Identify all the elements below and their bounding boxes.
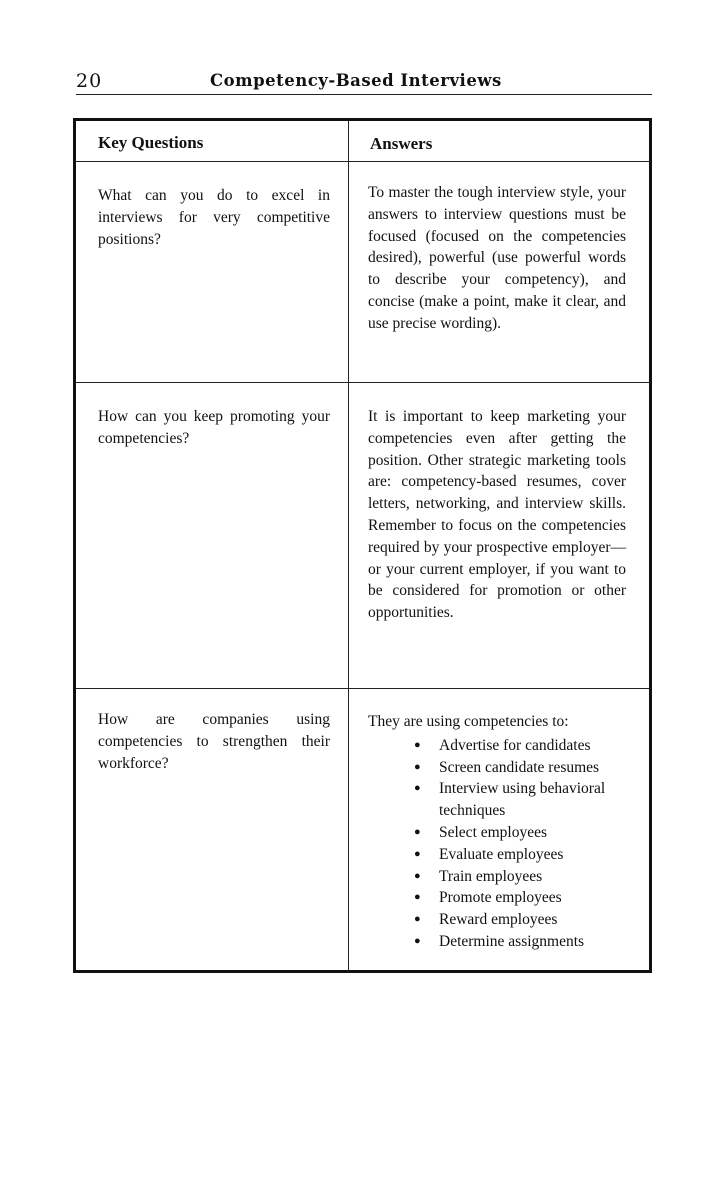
list-item: ● Determine assignments [414,931,626,953]
list-item: ● Screen candidate resumes [414,757,626,779]
list-item: ● Train employees [414,866,626,888]
question-cell: What can you do to excel in interviews for very competitive positions? [98,187,330,248]
row-divider [76,382,649,383]
bullet-list [368,735,626,953]
answer-cell [368,711,626,953]
running-title: Competency-Based Interviews [210,71,502,90]
page-number: 20 [76,70,103,92]
running-header [76,66,652,95]
header-row-divider [76,161,649,162]
list-item: ● Evaluate employees [414,844,626,866]
questions-column-header: Key Questions [98,133,204,152]
answer-intro: They are using competencies to: [368,713,569,730]
answers-column-header: Answers [370,134,433,153]
key-questions-table [73,118,652,973]
list-item: ● Select employees [414,822,626,844]
list-item: ● Advertise for candidates [414,735,626,757]
list-item: ● Interview using behavioral techniques [414,778,626,822]
list-item: ● Reward employees [414,909,626,931]
question-cell: How are companies using competencies to strengthen their workforce? [98,711,330,772]
question-cell: How can you keep promoting your competencies? [98,408,330,447]
answer-cell: To master the tough interview style, your answers to interview questions must be focused (focused on the competencies desired), powerful (use powerful words to describe your competency), and concise (make a point, make it clear, and use precise wording). [368,184,626,332]
answer-cell: It is important to keep marketing your competencies even after getting the position. Other strategic marketing tools are: competency-based resumes, cover letters, networking, and interview skills. Remember to focus on the competencies required by your prospective employer—or your current employer, if you want to be considered for promotion or other opportunities. [368,408,626,622]
list-item: ● Promote employees [414,887,626,909]
column-divider [348,121,349,970]
row-divider [76,688,649,689]
